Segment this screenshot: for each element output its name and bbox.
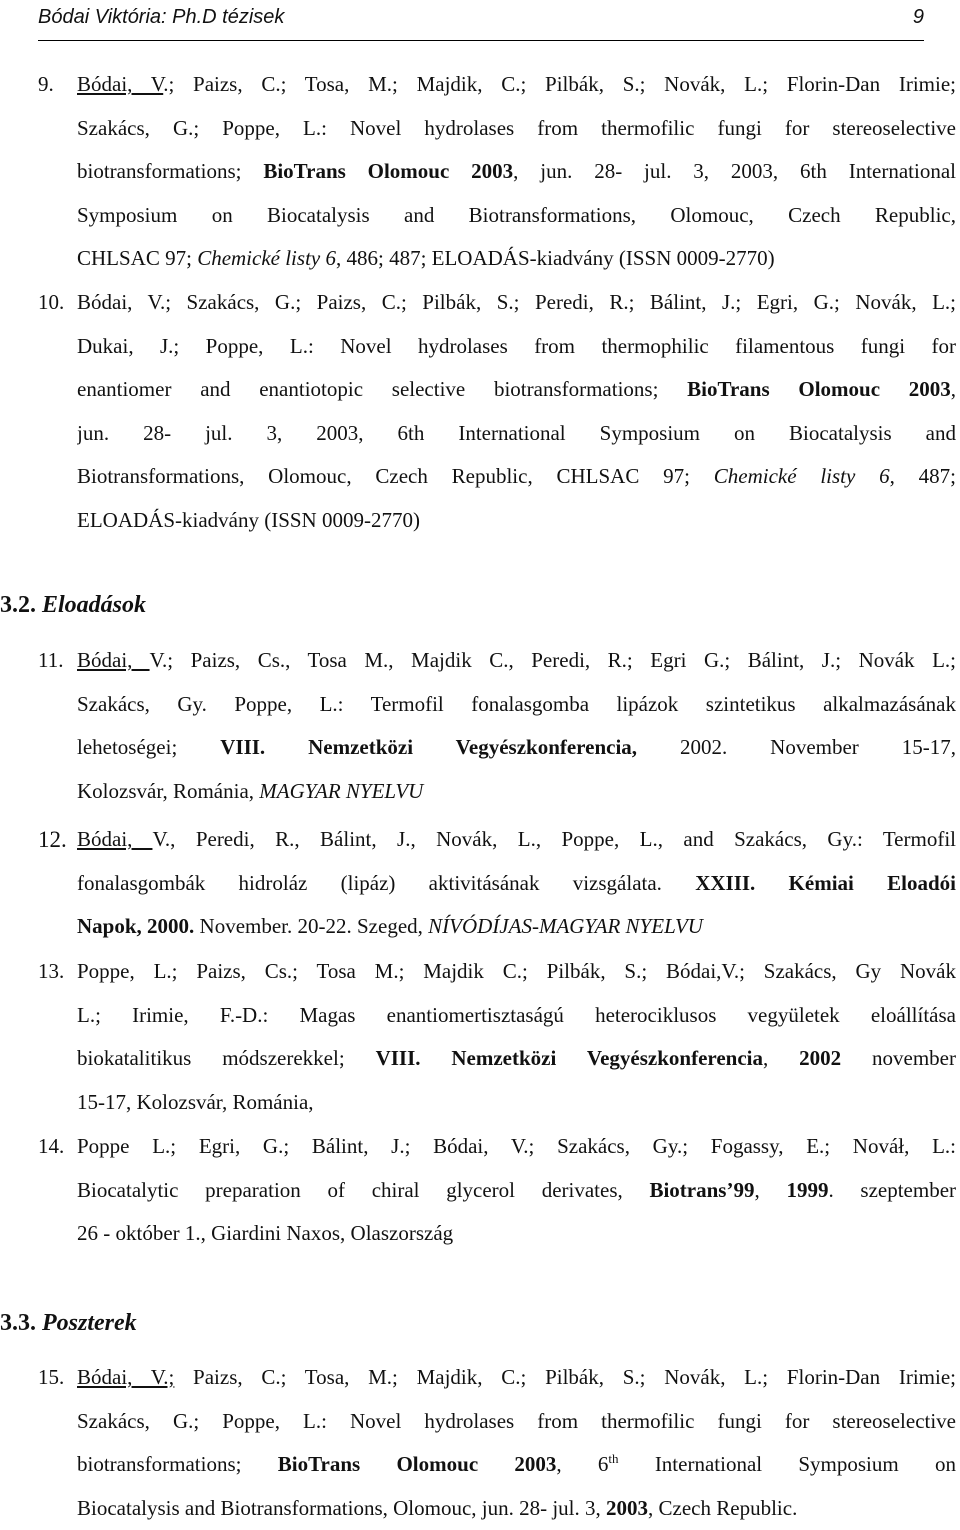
entry-line — [77, 1443, 956, 1487]
section-heading — [0, 592, 146, 619]
conference-name: BioTrans Olomouc 2003 — [263, 159, 513, 183]
entry-line — [77, 1037, 956, 1081]
text-segment: Kolozsvár, Románia, — [77, 779, 259, 803]
entry-line — [77, 905, 956, 949]
conference-name: XXIII. Kémiai Eloadói — [695, 871, 956, 895]
entry-line — [77, 1212, 956, 1256]
text-segment: 2002. November 15-17, — [637, 735, 956, 759]
entry-text — [77, 818, 956, 949]
text-segment: , 486; 487; ELOADÁS-kiadvány (ISSN 0009-2770) — [336, 246, 775, 270]
text-segment: , — [951, 377, 956, 401]
text-segment: Symposium on Biocatalysis and Biotransformations, Olomouc, Czech Republic, — [77, 203, 956, 227]
text-segment: Biotransformations, Olomouc, Czech Republic, CHLSAC 97; — [77, 464, 714, 488]
entry-line — [77, 818, 956, 862]
text-segment: Dukai, J.; Poppe, L.: Novel hydrolases from thermophilic filamentous fungi for — [77, 334, 956, 358]
text-segment: , — [763, 1046, 799, 1070]
journal-name: Chemické listy 6 — [197, 246, 336, 270]
entry-line — [77, 325, 956, 369]
entry-number: 12. — [38, 818, 67, 862]
text-segment: Biocatalytic preparation of chiral glycerol derivates, — [77, 1178, 649, 1202]
conference-name: BioTrans Olomouc 2003 — [278, 1452, 557, 1476]
text-segment: lehetoségei; — [77, 735, 220, 759]
entry-line — [77, 368, 956, 412]
author-name: Bódai, V — [77, 72, 163, 96]
conference-name: Napok, 2000. — [77, 914, 194, 938]
text-segment: L.; Irimie, F.-D.: Magas enantiomertisztaságú heterociklusos vegyületek eloállítása — [77, 1003, 956, 1027]
entry-line — [77, 412, 956, 456]
language-note: NÍVÓDÍJAS-MAGYAR NYELVU — [428, 914, 703, 938]
conference-name: VIII. Nemzetközi Vegyészkonferencia, — [220, 735, 637, 759]
entry-line — [77, 1125, 956, 1169]
entry-line — [77, 726, 956, 770]
entry-line — [77, 455, 956, 499]
text-segment: ELOADÁS-kiadvány (ISSN 0009-2770) — [77, 508, 420, 532]
ordinal-suffix: th — [608, 1451, 618, 1466]
text-segment: Poppe, L.; Paizs, Cs.; Tosa M.; Majdik C.; Pilbák, S.; Bódai,V.; Szakács, Gy Novák — [77, 959, 956, 983]
text-segment: jun. 28- jul. 3, 2003, 6th International Symposium on Biocatalysis and — [77, 421, 956, 445]
entry-line — [77, 683, 956, 727]
text-segment: , 487; — [890, 464, 956, 488]
text-segment: V.; Paizs, Cs., Tosa M., Majdik C., Peredi, R.; Egri G.; Bálint, J.; Novák L.; — [150, 648, 956, 672]
year: 2002 — [799, 1046, 841, 1070]
entry-line — [77, 1081, 956, 1125]
entry-line — [77, 862, 956, 906]
conference-name: Biotrans’99 — [649, 1178, 754, 1202]
text-segment: , 6 — [556, 1452, 608, 1476]
entry-line — [77, 950, 956, 994]
entry-number: 13. — [38, 950, 64, 994]
entry-line — [77, 237, 956, 281]
conference-name: BioTrans Olomouc 2003 — [687, 377, 951, 401]
text-segment: biokatalitikus módszerekkel; — [77, 1046, 376, 1070]
text-segment: 15-17, Kolozsvár, Románia, — [77, 1090, 314, 1114]
text-segment: , jun. 28- jul. 3, 2003, 6th International — [513, 159, 956, 183]
text-segment: enantiomer and enantiotopic selective biotransformations; — [77, 377, 687, 401]
entry-line — [77, 1487, 956, 1530]
text-segment: Szakács, G.; Poppe, L.: Novel hydrolases from thermofilic fungi for stereoselective — [77, 116, 956, 140]
entry-line — [77, 194, 956, 238]
year: 1999 — [786, 1178, 828, 1202]
entry-line — [77, 994, 956, 1038]
journal-name: Chemické listy 6 — [714, 464, 890, 488]
text-segment: .; Paizs, C.; Tosa, M.; Majdik, C.; Pilbák, S.; Novák, L.; Florin-Dan Irimie; — [163, 72, 956, 96]
text-segment: International Symposium on — [619, 1452, 956, 1476]
entry-text — [77, 1125, 956, 1256]
section-number: 3.3. — [0, 1310, 36, 1336]
author-name: Bódai, V.; — [77, 1365, 174, 1389]
text-segment: Szakács, Gy. Poppe, L.: Termofil fonalasgomba lipázok szintetikus alkalmazásának — [77, 692, 956, 716]
entry-line — [77, 150, 956, 194]
entry-number: 9. — [38, 63, 54, 107]
text-segment: november — [841, 1046, 956, 1070]
text-segment: CHLSAC 97; — [77, 246, 197, 270]
entry-line — [77, 63, 956, 107]
entry-text — [77, 1356, 956, 1530]
conference-name: VIII. Nemzetközi Vegyészkonferencia — [376, 1046, 763, 1070]
author-name: Bódai, — [77, 648, 150, 672]
text-segment: biotransformations; — [77, 1452, 278, 1476]
language-note: MAGYAR NYELVU — [259, 779, 423, 803]
entry-line — [77, 281, 956, 325]
entry-line — [77, 1400, 956, 1444]
text-segment: , Czech Republic. — [648, 1496, 797, 1520]
text-segment: November. 20-22. Szeged, — [194, 914, 428, 938]
section-title: Eloadások — [42, 592, 146, 618]
entry-number: 15. — [38, 1356, 64, 1400]
entry-line — [77, 639, 956, 683]
entry-text — [77, 639, 956, 813]
entry-line — [77, 107, 956, 151]
text-segment: 26 - október 1., Giardini Naxos, Olaszország — [77, 1221, 453, 1245]
entry-text — [77, 950, 956, 1124]
text-segment: Biocatalysis and Biotransformations, Olomouc, jun. 28- jul. 3, — [77, 1496, 606, 1520]
page-header — [38, 0, 924, 41]
text-segment: biotransformations; — [77, 159, 263, 183]
header-title: Bódai Viktória: Ph.D tézisek — [38, 6, 284, 29]
section-number: 3.2. — [0, 592, 36, 618]
text-segment: . szeptember — [828, 1178, 956, 1202]
entry-text — [77, 281, 956, 542]
author-name: Bódai, — [77, 827, 152, 851]
page-number: 9 — [913, 6, 924, 29]
entry-line — [77, 499, 956, 543]
text-segment: , — [754, 1178, 786, 1202]
entry-number: 10. — [38, 281, 64, 325]
entry-line — [77, 770, 956, 814]
section-heading — [0, 1310, 137, 1337]
entry-number: 14. — [38, 1125, 64, 1169]
text-segment: V., Peredi, R., Bálint, J., Novák, L., Poppe, L., and Szakács, Gy.: Termofil — [152, 827, 956, 851]
year: 2003 — [606, 1496, 648, 1520]
entry-line — [77, 1356, 956, 1400]
section-title: Poszterek — [42, 1310, 137, 1336]
text-segment: Bódai, V.; Szakács, G.; Paizs, C.; Pilbák, S.; Peredi, R.; Bálint, J.; Egri, G.; Novák, L.; — [77, 290, 956, 314]
entry-text — [77, 63, 956, 281]
entry-number: 11. — [38, 639, 63, 683]
text-segment: Paizs, C.; Tosa, M.; Majdik, C.; Pilbák, S.; Novák, L.; Florin-Dan Irimie; — [174, 1365, 956, 1389]
text-segment: fonalasgombák hidroláz (lipáz) aktivitásának vizsgálata. — [77, 871, 695, 895]
entry-line — [77, 1169, 956, 1213]
text-segment: Szakács, G.; Poppe, L.: Novel hydrolases from thermofilic fungi for stereoselective — [77, 1409, 956, 1433]
text-segment: Poppe L.; Egri, G.; Bálint, J.; Bódai, V.; Szakács, Gy.; Fogassy, E.; Nováł, L.: — [77, 1134, 956, 1158]
